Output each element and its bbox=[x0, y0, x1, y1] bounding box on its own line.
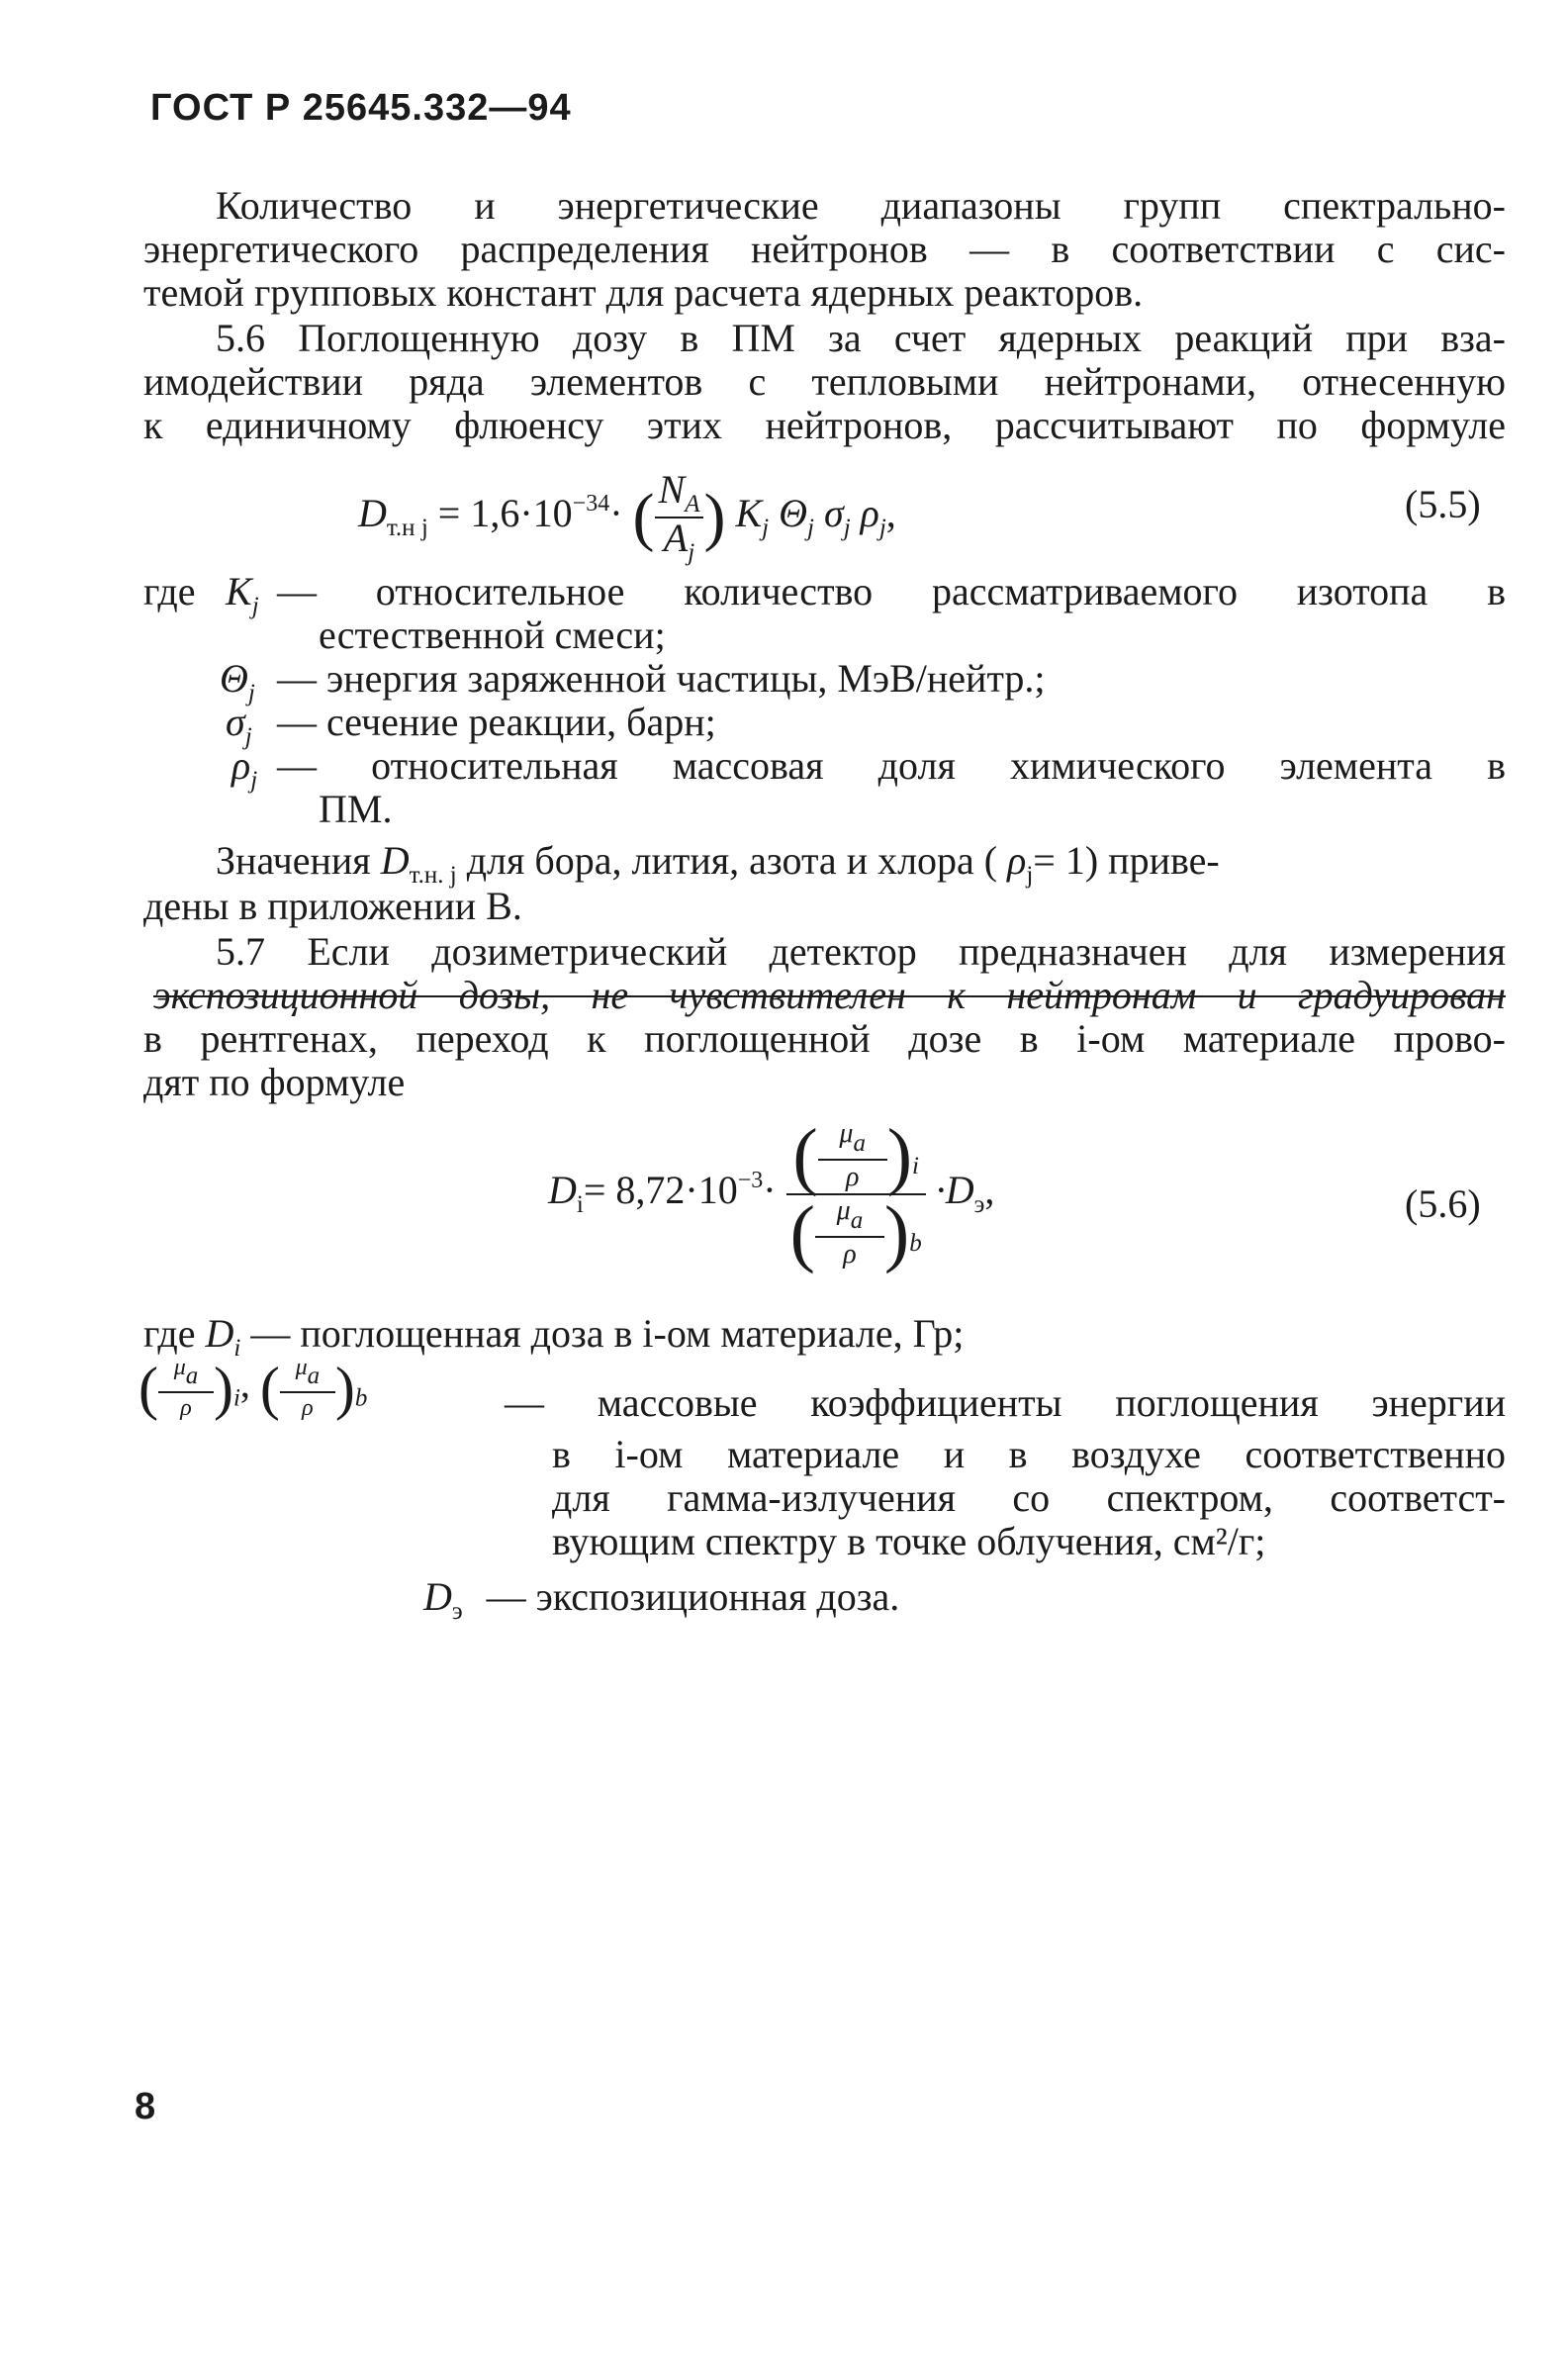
equation-number-5-6: (5.6) bbox=[1405, 1181, 1481, 1226]
document-header: ГОСТ Р 25645.332—94 bbox=[150, 87, 572, 129]
def-rho-text-2: ПМ. bbox=[319, 787, 393, 831]
def-sigma-text: — сечение реакции, барн; bbox=[277, 700, 716, 744]
eq55-K: $K_j$ bbox=[735, 491, 770, 542]
s57-line-3: в рентгенах, переход к поглощенной дозе в i-ом материале прово- bbox=[143, 1016, 1506, 1061]
def-theta-text: — энергия заряженной частицы, МэВ/нейтр.; bbox=[277, 656, 1046, 701]
s56-line-1: 5.6 Поглощенную дозу в ПМ за счет ядерных реакций при вза- bbox=[216, 316, 1506, 360]
eq55-rho: $\rho_j$ bbox=[860, 491, 886, 542]
eq55-num: $N_A$ bbox=[658, 467, 700, 518]
eq55-coef: = 1,6·10 bbox=[437, 491, 573, 536]
eq55-den: $A_j$ bbox=[663, 516, 695, 566]
eq56-numerator: ( $\frac{\mu a}{\rho}$ )$_i$ bbox=[792, 1114, 919, 1197]
equation-5-6: $D_i= 8,72\cdot 10^{-3}\cdot$ ( $\frac{\mu a}{\rho}$ )$_i$ ( $\frac{\mu a}{\rho}$ )$_b$ $\cdot D_э$, bbox=[548, 1114, 995, 1274]
def-mu-text-3: для гамма-излучения со спектром, соответст- bbox=[552, 1475, 1506, 1520]
eq56-denominator: ( $\frac{\mu a}{\rho}$ )$_b$ bbox=[789, 1191, 922, 1274]
eq55-D-sub: т.н j bbox=[386, 515, 428, 542]
eq55-lparen: ( bbox=[632, 481, 655, 553]
s57-line-2-struck: экспозиционной дозы, не чувствителен к нейтронам и градуирован bbox=[153, 973, 1506, 1017]
intro-line-2: энергетического распределения нейтронов — в соответствии с сис- bbox=[143, 227, 1506, 271]
eq55-exp: −34 bbox=[572, 491, 610, 518]
equation-5-5: $D_{т.н j} = 1,6\cdot 10^{-34}\cdot$ ( $\frac{N_A}{A_j}$ ) $K_j$ $\Theta_j$ $\sigma_j$ $\rho_j$, bbox=[358, 467, 896, 566]
def-K-text-1: — относительное количество рассматриваемого изотопа в bbox=[277, 569, 1506, 613]
eq55-theta: $\Theta_j$ bbox=[779, 491, 814, 542]
intro-line-1: Количество и энергетические диапазоны групп спектрально- bbox=[216, 183, 1506, 228]
equation-number-5-5: (5.5) bbox=[1405, 482, 1481, 526]
def-K-where: где bbox=[143, 569, 196, 613]
eq55-fraction bbox=[655, 467, 704, 566]
eq55-rparen: ) bbox=[703, 481, 726, 553]
def-mu-symbols: ( $\frac{\mu a}{\rho}$ )$_i$, ( $\frac{\mu a}{\rho}$ )$_b$ bbox=[138, 1355, 368, 1421]
eq56-big-fraction bbox=[786, 1114, 926, 1274]
eq55-D: D bbox=[358, 491, 387, 536]
s57-line-1: 5.7 Если дозиметрический детектор предназначен для измерения bbox=[216, 929, 1506, 974]
page-number: 8 bbox=[135, 2086, 156, 2127]
intro-line-3: темой групповых констант для расчета ядерных реакторов. bbox=[143, 270, 1144, 315]
s56-values-line-2: дены в приложении В. bbox=[143, 884, 522, 928]
def-mu-text-2: в i-ом материале и в воздухе соответственно bbox=[552, 1432, 1506, 1476]
def-sigma-symbol: $\sigma_j$ bbox=[226, 700, 252, 750]
s56-values-line-1: Значения $D_{т.н. j}$ для бора, лития, азота и хлора ( $\rho_j= 1$) приве- bbox=[216, 838, 1220, 889]
def-K-text-2: естественной смеси; bbox=[319, 612, 666, 657]
eq55-sigma: $\sigma_j$ bbox=[823, 491, 851, 542]
s56-line-3: к единичному флюенсу этих нейтронов, рассчитывают по формуле bbox=[143, 403, 1506, 447]
def-mu-text-4: вующим спектру в точке облучения, см²/г; bbox=[552, 1519, 1266, 1563]
def-rho-symbol: $\rho_j$ bbox=[231, 743, 258, 794]
def-mu-text-1: — массовые коэффициенты поглощения энергии bbox=[505, 1380, 1506, 1425]
s56-line-2: имодействии ряда элементов с тепловыми нейтронами, отнесенную bbox=[143, 359, 1506, 404]
def-rho-text-1: — относительная массовая доля химического элемента в bbox=[277, 743, 1506, 788]
def-De-line: $D_э$ — экспозиционная доза. bbox=[423, 1574, 900, 1625]
def-theta-symbol: $\Theta_j$ bbox=[220, 656, 255, 706]
s57-line-4: дят по формуле bbox=[143, 1060, 406, 1104]
eq55-dot: · bbox=[609, 491, 623, 536]
def-Di-line: где $D_i$ — поглощенная доза в i-ом материале, Гр; bbox=[143, 1311, 965, 1362]
def-K-symbol: $K_j$ bbox=[226, 569, 259, 619]
